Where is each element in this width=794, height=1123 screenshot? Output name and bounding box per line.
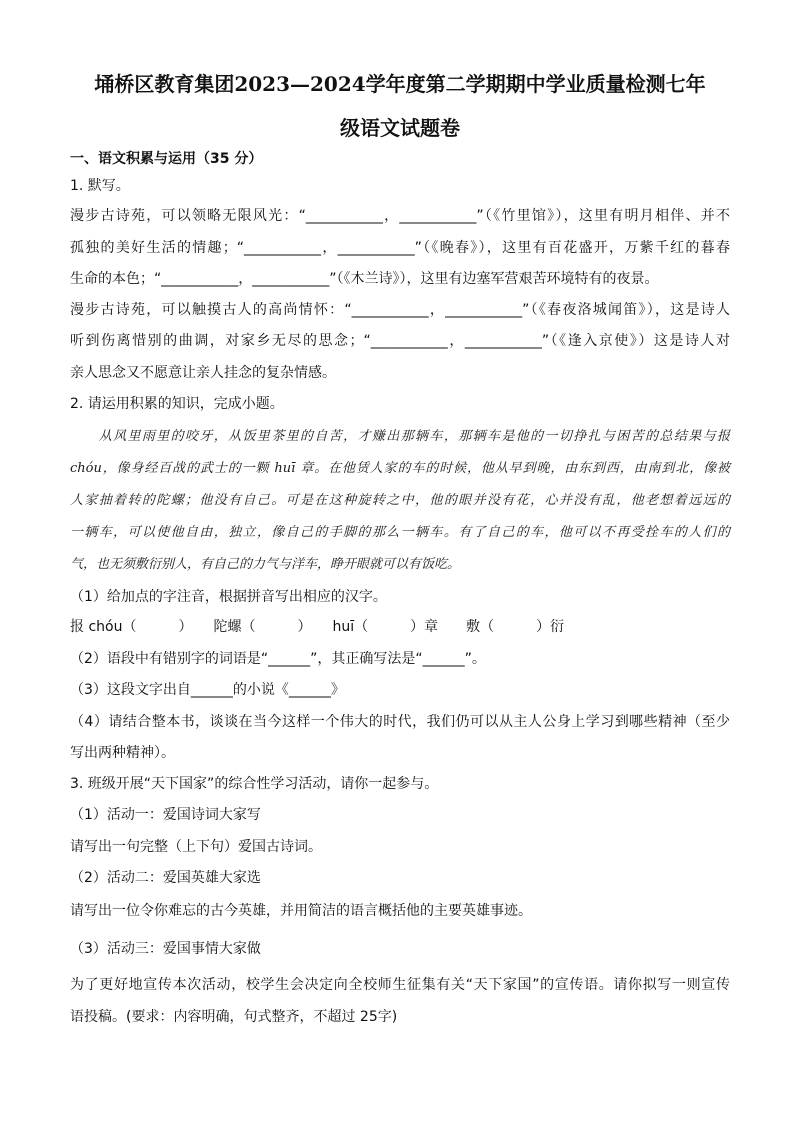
text-line-a1d: 请写出一句完整（上下句）爱国古诗词。 <box>70 839 322 855</box>
text-line-q2: 2. 请运用积累的知识，完成小题。 <box>70 396 284 412</box>
text-line-s1: （1）给加点的字注音，根据拼音写出相应的汉字。 <box>70 589 387 605</box>
text-line-a3: （3）活动三：爱国事情大家做 <box>70 941 261 957</box>
text-line-a1: （1）活动一：爱国诗词大家写 <box>70 807 261 823</box>
text-line-s2: （2）语段中有错别字的词语是“______”，其正确写法是“______”。 <box>70 651 486 667</box>
text-line-l6: 亲人思念又不愿意让亲人挂念的复杂情感。 <box>70 365 336 381</box>
text-line-s3: （3）这段文字出自______的小说《______》 <box>70 682 345 698</box>
text-line-p1: 从风里雨里的咬牙，从饭里茶里的自苦，才赚出那辆车，那辆车是他的一切挣扎与困苦的总结果与报 <box>70 429 730 444</box>
text-line-a3d2: 语投稿。(要求：内容明确，句式整齐，不超过 25字) <box>70 1009 398 1025</box>
text-line-q1: 1. 默写。 <box>70 178 130 194</box>
text-line-p5: 气，也无须敷衍别人，有自己的力气与洋车，睁开眼就可以有饭吃。 <box>70 557 461 572</box>
text-line-s1a: 报 chóu（ ） 陀螺（ ） huī（ ）章 敷（ ）衍 <box>70 619 565 635</box>
text-line-l1: 漫步古诗苑，可以领略无限风光：“___________，___________”（《竹里馆》），这里有明月相伴、并不 <box>70 208 730 224</box>
text-line-s4a: （4）请结合整本书，谈谈在当今这样一个伟大的时代，我们仍可以从主人公身上学习到哪些精神（至少 <box>70 714 730 730</box>
text-line-p3: 人家抽着转的陀螺；他没有自己。可是在这种旋转之中，他的眼并没有花，心并没有乱，他老想着远远的 <box>70 493 730 508</box>
exam-title-line-1: 埇桥区教育集团2023—2024学年度第二学期期中学业质量检测七年 <box>94 72 706 96</box>
text-line-a2: （2）活动二：爱国英雄大家选 <box>70 870 261 886</box>
text-line-s4b: 写出两种精神）。 <box>70 745 175 761</box>
text-line-l4: 漫步古诗苑，可以触摸古人的高尚情怀：“___________，___________”（《春夜洛城闻笛》），这是诗人 <box>70 302 730 318</box>
text-line-p4: 一辆车，可以使他自由，独立，像自己的手脚的那么一辆车。有了自己的车，他可以不再受拴车的人们的 <box>70 525 730 540</box>
text-line-l2: 孤独的美好生活的情趣；“___________，___________”（《晚春》），这里有百花盛开，万紫千红的暮春 <box>70 240 730 256</box>
text-line-l3: 生命的本色；“___________，___________”（《木兰诗》），这里有边塞军营艰苦环境特有的夜景。 <box>70 271 659 287</box>
text-line-a3d1: 为了更好地宣传本次活动，校学生会决定向全校师生征集有关“天下家国”的宣传语。请你拟写一则宣传 <box>70 977 730 993</box>
text-line-sec1: 一、语文积累与运用（35 分） <box>70 151 263 167</box>
text-line-p2: chóu，像身经百战的武士的一颗 huī 章。在他赁人家的车的时候，他从早到晚，由东到西，由南到北，像被 <box>70 461 730 476</box>
text-line-a2d: 请写出一位令你难忘的古今英雄，并用简洁的语言概括他的主要英雄事迹。 <box>70 903 532 919</box>
text-line-l5: 听到伤离惜别的曲调，对家乡无尽的思念；“___________，___________”（《逢入京使》）这是诗人对 <box>70 333 730 349</box>
text-line-q3: 3. 班级开展“天下国家”的综合性学习活动，请你一起参与。 <box>70 776 439 792</box>
exam-title-line-2: 级语文试题卷 <box>340 116 460 140</box>
